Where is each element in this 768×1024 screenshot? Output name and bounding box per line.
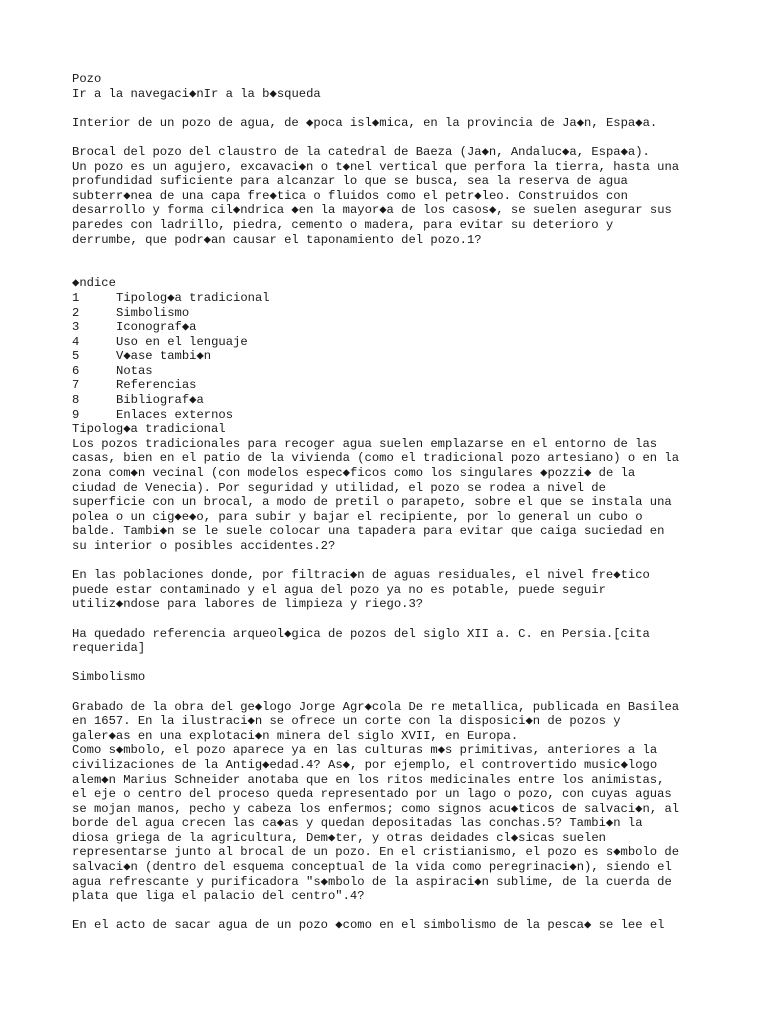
text-line: civilizaciones de la Antig◆edad.4? As◆, por ejemplo, el controvertido music◆logo (72, 757, 658, 772)
toc-label[interactable]: Enlaces externos (116, 407, 234, 422)
toc-number: 4 (72, 334, 80, 349)
toc-number: 2 (72, 305, 80, 320)
toc-label[interactable]: Tipolog◆a tradicional (116, 290, 270, 305)
toc-label[interactable]: Bibliograf◆a (116, 393, 204, 408)
toc-number: 6 (72, 363, 80, 378)
text-line: diosa griega de la agricultura, Dem◆ter, y otras deidades cl◆sicas suelen (72, 830, 606, 845)
text-line: En el acto de sacar agua de un pozo ◆como en el simbolismo de la pesca◆ se lee el (72, 918, 665, 933)
toc-item[interactable] (72, 408, 768, 423)
text-line: derrumbe, que podr◆an causar el taponamiento del pozo.1? (72, 232, 482, 247)
text-line: alem◆n Marius Schneider anotaba que en los ritos medicinales entre los animistas, (72, 772, 665, 787)
section-heading: Tipolog◆a tradicional (72, 422, 226, 437)
text-line: ciudad de Venecia). Por seguridad y utilidad, el pozo se rodea a nivel de (72, 480, 606, 495)
text-line: zona com◆n vecinal (con modelos espec◆ficos como los singulares ◆pozzi◆ de la (72, 466, 636, 481)
text-line: Grabado de la obra del ge◆logo Jorge Agr◆cola De re metallica, publicada en Basilea (72, 699, 680, 714)
page-title: Pozo (72, 72, 102, 86)
toc-item[interactable] (72, 349, 768, 364)
text-line: subterr◆nea de una capa fre◆tica o fluidos como el petr◆leo. Construidos con (72, 188, 628, 203)
text-line: requerida] (72, 641, 146, 656)
toc-item[interactable] (72, 378, 768, 393)
toc-item[interactable] (72, 291, 768, 306)
toc-label[interactable]: Uso en el lenguaje (116, 334, 248, 349)
text-line: borde del agua crecen las ca◆as y quedan depositadas las conchas.5? Tambi◆n la (72, 816, 643, 831)
toc-item[interactable] (72, 364, 768, 379)
toc-number: 5 (72, 349, 80, 364)
table-of-contents (72, 276, 768, 422)
nav-links[interactable]: Ir a la navegaci◆nIr a la b◆squeda (72, 86, 321, 101)
toc-number: 8 (72, 393, 80, 408)
toc-label[interactable]: Simbolismo (116, 305, 190, 320)
text-line: galer◆as en una explotaci◆n minera del siglo XVII, en Europa. (72, 728, 519, 743)
toc-number: 9 (72, 407, 80, 422)
text-line: profundidad suficiente para alcanzar lo que se busca, sea la reserva de agua (72, 174, 628, 189)
text-line: Ha quedado referencia arqueol◆gica de pozos del siglo XII a. C. en Persia.[cita (72, 626, 650, 641)
text-line: Los pozos tradicionales para recoger agua suelen emplazarse en el entorno de las (72, 436, 658, 451)
text-line: salvaci◆n (dentro del esquema conceptual de la vida como peregrinaci◆n), siendo el (72, 860, 672, 875)
text-line: representarse junto al brocal de un pozo. En el cristianismo, el pozo es s◆mbolo de (72, 845, 680, 860)
toc-item[interactable] (72, 320, 768, 335)
text-line: paredes con ladrillo, piedra, cemento o madera, para evitar su deterioro y (72, 217, 614, 232)
text-line: balde. Tambi◆n se le suele colocar una tapadera para evitar que caiga suciedad en (72, 524, 665, 539)
toc-label[interactable]: V◆ase tambi◆n (116, 349, 212, 364)
image-caption: Interior de un pozo de agua, de ◆poca isl◆mica, en la provincia de Ja◆n, Espa◆a. (72, 115, 658, 130)
toc-heading: ◆ndice (72, 276, 116, 291)
text-line: Brocal del pozo del claustro de la catedral de Baeza (Ja◆n, Andaluc◆a, Espa◆a). (72, 144, 650, 159)
text-line: casas, bien en el patio de la vivienda (como el tradicional pozo artesiano) o en la (72, 451, 680, 466)
toc-label[interactable]: Referencias (116, 378, 197, 393)
toc-item[interactable] (72, 335, 768, 350)
text-line: se mojan manos, pecho y cabeza los enfermos; como signos acu◆ticos de salvaci◆n, al (72, 801, 680, 816)
text-line: superficie con un brocal, a modo de pretil o parapeto, sobre el que se instala una (72, 495, 672, 510)
text-line: en 1657. En la ilustraci◆n se ofrece un corte con la disposici◆n de pozos y (72, 714, 621, 729)
toc-item[interactable] (72, 306, 768, 321)
text-line: agua refrescante y purificadora "s◆mbolo de la aspiraci◆n sublime, de la cuerda de (72, 874, 672, 889)
section-heading: Simbolismo (72, 670, 146, 685)
text-line: plata que liga el palacio del centro".4? (72, 889, 365, 904)
toc-label[interactable]: Notas (116, 363, 153, 378)
text-line: utiliz◆ndose para labores de limpieza y riego.3? (72, 597, 424, 612)
text-line: puede estar contaminado y el agua del pozo ya no es potable, puede seguir (72, 582, 606, 597)
toc-number: 3 (72, 320, 80, 335)
toc-item[interactable] (72, 393, 768, 408)
text-line: el eje o centro del proceso queda representado por un lago o pozo, con cuyas aguas (72, 787, 672, 802)
text-line: polea o un cig◆e◆o, para subir y bajar el recipiente, por lo general un cubo o (72, 509, 643, 524)
toc-label[interactable]: Iconograf◆a (116, 320, 197, 335)
text-line: desarrollo y forma cil◆ndrica ◆en la mayor◆a de los casos◆, se suelen asegurar sus (72, 203, 672, 218)
intro-paragraph (72, 145, 768, 247)
toc-number: 1 (72, 290, 80, 305)
section-tipologia (72, 422, 768, 656)
section-simbolismo (72, 670, 768, 933)
text-line: En las poblaciones donde, por filtraci◆n de aguas residuales, el nivel fre◆tico (72, 568, 650, 583)
toc-number: 7 (72, 378, 80, 393)
text-line: Un pozo es un agujero, excavaci◆n o t◆nel vertical que perfora la tierra, hasta una (72, 159, 680, 174)
text-line: su interior o posibles accidentes.2? (72, 539, 336, 553)
text-line: Como s◆mbolo, el pozo aparece ya en las culturas m◆s primitivas, anteriores a la (72, 743, 658, 758)
